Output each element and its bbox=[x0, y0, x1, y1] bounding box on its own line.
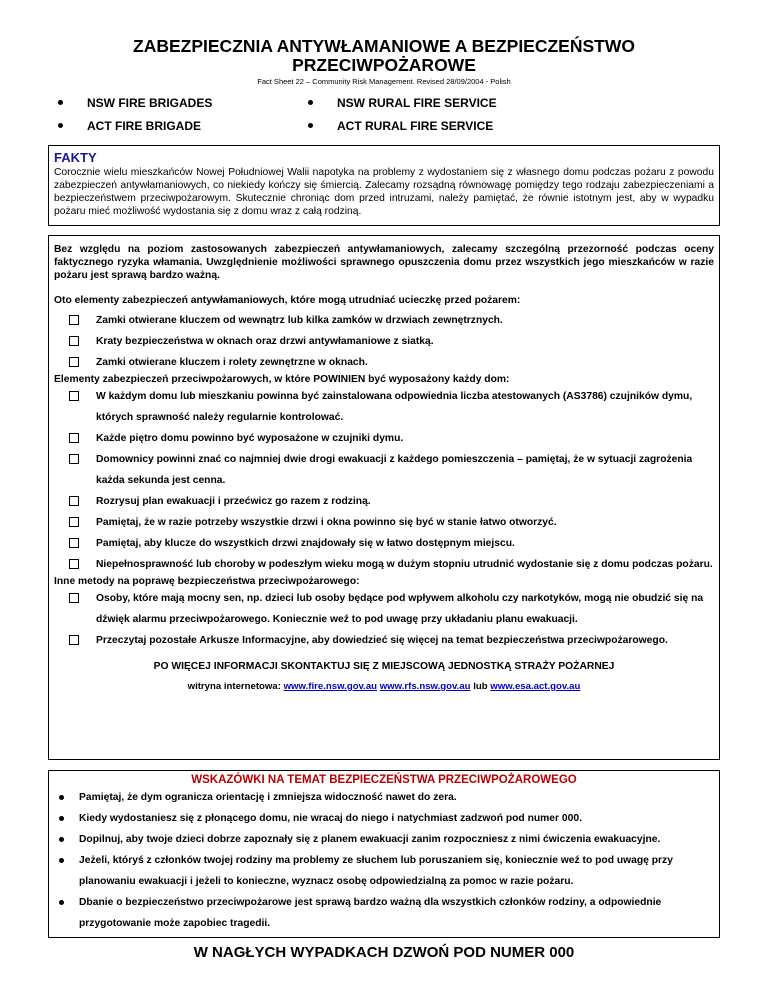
facts-text: Corocznie wielu mieszkańców Nowej Południowej Walii napotyka na problemy z wydostaniem się z własnego domu podczas pożaru z powodu zabezpieczeń antywłamaniowych, co niekiedy kończy się śmiercią. Zalecamy rozsądną równowagę pomiędzy tego rodzaju zabezpieczeniami a bezpieczeństwem przeciwpożarowym. Skutecznie chroniąc dom przed intruzami, należy pamiętać, że równie istotnym jest, aby w wypadku pożaru mieć możliwość wydostania się z domu wraz z całą rodziną. bbox=[54, 167, 714, 217]
checklist-item: Pamiętaj, aby klucze do wszystkich drzwi znajdowały się w łatwo dostępnym miejscu. bbox=[54, 533, 714, 554]
checkbox-icon bbox=[69, 336, 79, 346]
link-esa-act[interactable]: www.esa.act.gov.au bbox=[490, 681, 581, 692]
fire-safety-items bbox=[54, 386, 714, 575]
checklist-item: Zamki otwierane kluczem i rolety zewnętrzne w oknach. bbox=[54, 352, 714, 373]
link-separator: lub bbox=[473, 681, 488, 692]
checkbox-icon bbox=[69, 315, 79, 325]
website-label: witryna internetowa: bbox=[187, 681, 281, 692]
checkbox-icon bbox=[69, 357, 79, 367]
website-links bbox=[54, 681, 714, 693]
page-subtitle: Fact Sheet 22 – Community Risk Management. Revised 28/09/2004 - Polish bbox=[257, 77, 511, 86]
burglar-items bbox=[54, 310, 714, 373]
page-title: ZABEZPIECZNIA ANTYWŁAMANIOWE A BEZPIECZEŃSTWO PRZECIWPOŻAROWE bbox=[133, 36, 635, 75]
service-nsw-rural-fire: NSW RURAL FIRE SERVICE bbox=[308, 96, 497, 110]
checkbox-icon bbox=[69, 635, 79, 645]
facts-heading: FAKTY bbox=[54, 150, 97, 165]
bullet-icon bbox=[59, 795, 64, 800]
link-rfs-nsw[interactable]: www.rfs.nsw.gov.au bbox=[379, 681, 471, 692]
checklist-item: Każde piętro domu powinno być wyposażone w czujniki dymu. bbox=[54, 428, 714, 449]
checklist-item: Rozrysuj plan ewakuacji i przećwicz go razem z rodziną. bbox=[54, 491, 714, 512]
checkbox-icon bbox=[69, 454, 79, 464]
checklist-item: Niepełnosprawność lub choroby w podeszłym wieku mogą w dużym stopniu utrudnić wydostanie się z domu podczas pożaru. bbox=[54, 554, 714, 575]
checklist-item: Pamiętaj, że w razie potrzeby wszystkie drzwi i okna powinno się być w stanie łatwo otworzyć. bbox=[54, 512, 714, 533]
tips-heading: WSKAZÓWKI NA TEMAT BEZPIECZEŃSTWA PRZECIWPOŻAROWEGO bbox=[191, 774, 577, 786]
service-act-rural-fire: ACT RURAL FIRE SERVICE bbox=[308, 119, 493, 133]
checklist-item: W każdym domu lub mieszkaniu powinna być zainstalowana odpowiednia liczba atestowanych (AS3786) czujników dymu, których sprawność należy regularnie kontrolować. bbox=[54, 386, 714, 428]
checkbox-icon bbox=[69, 559, 79, 569]
section-heading-other-methods: Inne metody na poprawę bezpieczeństwa przeciwpożarowego: bbox=[54, 576, 360, 587]
tip-item: Dbanie o bezpieczeństwo przeciwpożarowe jest sprawą bardzo ważną dla wszystkich członków rodziny, a odpowiednie przygotowanie może zapobiec tragedii. bbox=[57, 892, 711, 934]
checkbox-icon bbox=[69, 391, 79, 401]
contact-notice: PO WIĘCEJ INFORMACJI SKONTAKTUJ SIĘ Z MIEJSCOWĄ JEDNOSTKĄ STRAŻY POŻARNEJ bbox=[153, 661, 615, 672]
facts-box bbox=[48, 145, 720, 226]
bullet-icon bbox=[308, 123, 313, 128]
checklist-item: Domownicy powinni znać co najmniej dwie drogi ewakuacji z każdego pomieszczenia – pamiętaj, że w sytuacji zagrożenia każda sekunda jest cenna. bbox=[54, 449, 714, 491]
section-heading-fire-safety: Elementy zabezpieczeń przeciwpożarowych, w które POWINIEN być wyposażony każdy dom: bbox=[54, 374, 510, 385]
checklist-item: Przeczytaj pozostałe Arkusze Informacyjne, aby dowiedzieć się więcej na temat bezpieczeństwa przeciwpożarowego. bbox=[54, 630, 714, 651]
service-act-fire-brigade: ACT FIRE BRIGADE bbox=[58, 119, 201, 133]
bullet-icon bbox=[58, 123, 63, 128]
tips-box bbox=[48, 770, 720, 938]
guidance-box bbox=[48, 235, 720, 760]
checkbox-icon bbox=[69, 593, 79, 603]
tip-item: Dopilnuj, aby twoje dzieci dobrze zapoznały się z planem ewakuacji zanim rozpoczniesz z nimi ćwiczenia ewakuacyjne. bbox=[57, 829, 711, 850]
bullet-icon bbox=[59, 900, 64, 905]
tip-item: Pamiętaj, że dym ogranicza orientację i zmniejsza widoczność nawet do zera. bbox=[57, 787, 711, 808]
bullet-icon bbox=[59, 837, 64, 842]
checklist-item: Kraty bezpieczeństwa w oknach oraz drzwi antywłamaniowe z siatką. bbox=[54, 331, 714, 352]
emergency-footer: W NAGŁYCH WYPADKACH DZWOŃ POD NUMER 000 bbox=[193, 944, 575, 961]
checklist-item: Osoby, które mają mocny sen, np. dzieci lub osoby będące pod wpływem alkoholu czy narkotyków, mogą nie obudzić się na dźwięk alarmu przeciwpożarowego. Koniecznie weź to pod uwagę przy układaniu planu ewakuacji. bbox=[54, 588, 714, 630]
link-fire-nsw[interactable]: www.fire.nsw.gov.au bbox=[283, 681, 378, 692]
bullet-icon bbox=[59, 858, 64, 863]
bullet-icon bbox=[308, 100, 313, 105]
tip-item: Jeżeli, któryś z członków twojej rodziny ma problemy ze słuchem lub poruszaniem się, koniecznie weź to pod uwagę przy planowaniu ewakuacji i jeżeli to konieczne, wyznacz osobę odpowiedzialną za pomoc w razie pożaru. bbox=[57, 850, 711, 892]
checkbox-icon bbox=[69, 538, 79, 548]
checklist-item: Zamki otwierane kluczem od wewnątrz lub kilka zamków w drzwiach zewnętrznych. bbox=[54, 310, 714, 331]
checkbox-icon bbox=[69, 496, 79, 506]
checkbox-icon bbox=[69, 517, 79, 527]
service-nsw-fire-brigades: NSW FIRE BRIGADES bbox=[58, 96, 212, 110]
checkbox-icon bbox=[69, 433, 79, 443]
tip-item: Kiedy wydostaniesz się z płonącego domu, nie wracaj do niego i natychmiast zadzwoń pod numer 000. bbox=[57, 808, 711, 829]
other-methods-items bbox=[54, 588, 714, 651]
section-heading-burglar: Oto elementy zabezpieczeń antywłamaniowych, które mogą utrudniać ucieczkę przed pożarem: bbox=[54, 295, 521, 306]
bullet-icon bbox=[59, 816, 64, 821]
intro-text: Bez względu na poziom zastosowanych zabezpieczeń antywłamaniowych, zalecamy szczególną przezorność podczas oceny faktycznego ryzyka włamania. Uwzględnienie możliwości sprawnego opuszczenia domu przez wszystkich jego mieszkańców w razie pożaru jest sprawą bardzo ważną. bbox=[54, 244, 714, 281]
bullet-icon bbox=[58, 100, 63, 105]
